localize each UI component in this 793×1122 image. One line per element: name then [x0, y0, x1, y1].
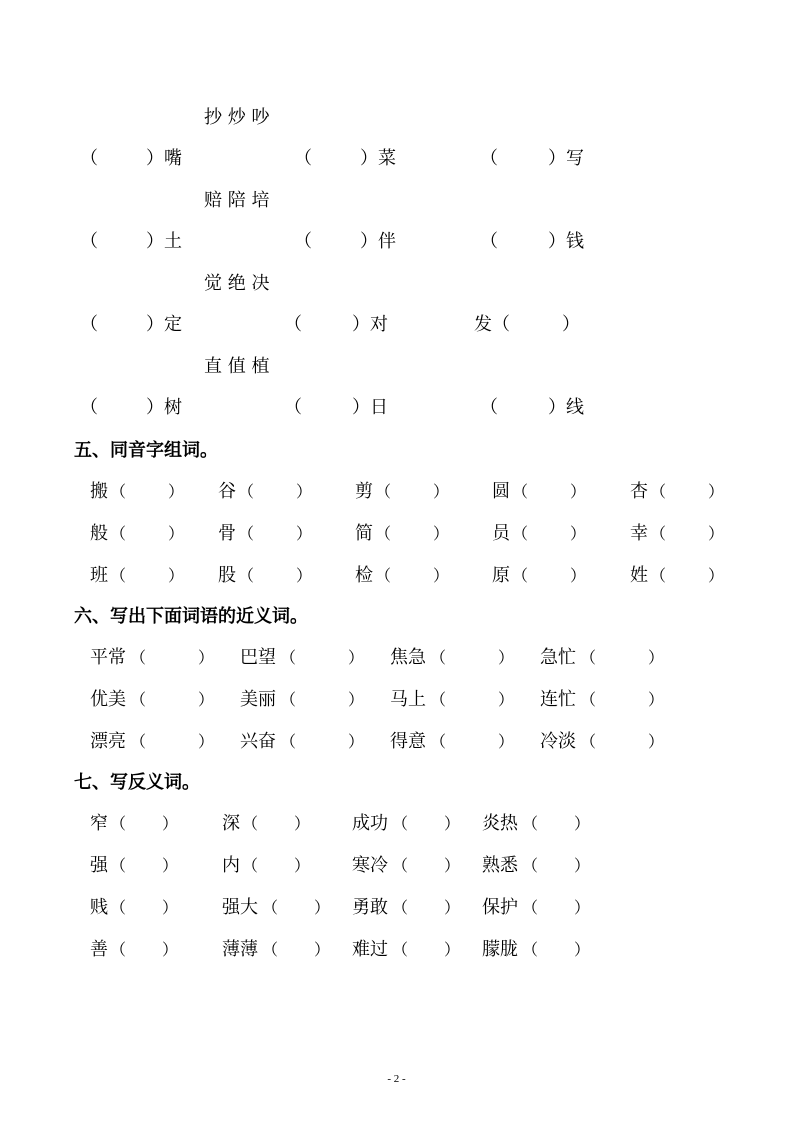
- paren-open: （: [280, 648, 297, 667]
- word-row: [0, 685, 793, 715]
- paren-close: ）: [574, 940, 591, 959]
- section-heading-antonyms: 七、写反义词。: [74, 772, 200, 793]
- paren-open: （: [294, 231, 312, 252]
- paren-close: ）: [570, 482, 587, 501]
- word-row: [0, 561, 793, 591]
- paren-open: （: [480, 397, 498, 418]
- word: 得意: [390, 731, 426, 752]
- char-group-label: 觉 绝 决: [204, 273, 270, 294]
- word-tail: ）定: [146, 314, 182, 335]
- paren-open: （: [238, 524, 255, 543]
- paren-close: ）: [498, 732, 515, 751]
- paren-open: （: [280, 690, 297, 709]
- paren-open: （: [110, 566, 127, 585]
- paren-open: （: [242, 856, 259, 875]
- word: 原: [492, 565, 510, 586]
- word: 内: [222, 855, 240, 876]
- word: 姓: [630, 565, 648, 586]
- word-row: [0, 851, 793, 881]
- word: 谷: [218, 481, 236, 502]
- paren-open: （: [522, 940, 539, 959]
- char-group-4: [0, 352, 793, 382]
- word: 美丽: [240, 689, 276, 710]
- word-row: [0, 809, 793, 839]
- paren-close: ）: [498, 648, 515, 667]
- section-heading-homophones: 五、同音字组词。: [74, 440, 218, 461]
- paren-open: （: [280, 732, 297, 751]
- word: 勇敢: [352, 897, 388, 918]
- word: 幸: [630, 523, 648, 544]
- paren-close: ）: [444, 940, 461, 959]
- word: 搬: [90, 481, 108, 502]
- paren-close: ）: [570, 524, 587, 543]
- paren-close: ）: [162, 856, 179, 875]
- paren-open: （: [650, 566, 667, 585]
- paren-close: ）: [648, 690, 665, 709]
- paren-close: ）: [708, 566, 725, 585]
- word: 薄薄: [222, 939, 258, 960]
- word-tail: ）土: [146, 231, 182, 252]
- word: 难过: [352, 939, 388, 960]
- paren-open: （: [110, 482, 127, 501]
- word-tail: ）树: [146, 397, 182, 418]
- word: 巴望: [240, 647, 276, 668]
- paren-open: （: [284, 314, 302, 335]
- paren-close: ）: [648, 732, 665, 751]
- paren-close: ）: [648, 648, 665, 667]
- word-tail: ）日: [352, 397, 388, 418]
- word-row: [0, 893, 793, 923]
- word: 善: [90, 939, 108, 960]
- paren-close: ）: [570, 566, 587, 585]
- paren-close: ）: [574, 898, 591, 917]
- word: 检: [355, 565, 373, 586]
- paren-open: （: [80, 231, 98, 252]
- paren-open: 发（: [474, 314, 510, 335]
- word: 炎热: [482, 813, 518, 834]
- paren-close: ）: [433, 524, 450, 543]
- word-row: [0, 519, 793, 549]
- fill-row: [0, 227, 793, 257]
- paren-open: （: [580, 690, 597, 709]
- word: 平常: [90, 647, 126, 668]
- paren-open: （: [480, 148, 498, 169]
- word-tail: ）伴: [360, 231, 396, 252]
- word-tail: ）对: [352, 314, 388, 335]
- word: 漂亮: [90, 731, 126, 752]
- paren-open: （: [392, 856, 409, 875]
- word: 简: [355, 523, 373, 544]
- paren-open: （: [110, 856, 127, 875]
- paren-open: （: [512, 524, 529, 543]
- paren-close: ）: [444, 814, 461, 833]
- paren-close: ）: [348, 648, 365, 667]
- paren-open: （: [522, 814, 539, 833]
- paren-close: ）: [198, 690, 215, 709]
- paren-close: ）: [168, 482, 185, 501]
- paren-open: （: [375, 524, 392, 543]
- paren-close: ）: [574, 856, 591, 875]
- word: 成功: [352, 813, 388, 834]
- paren-close: ）: [708, 524, 725, 543]
- paren-close: ）: [574, 814, 591, 833]
- word: 圆: [492, 481, 510, 502]
- word: 朦胧: [482, 939, 518, 960]
- paren-open: （: [238, 482, 255, 501]
- word-row: [0, 727, 793, 757]
- paren-close: ）: [198, 732, 215, 751]
- paren-open: （: [110, 940, 127, 959]
- word: 员: [492, 523, 510, 544]
- word: 强大: [222, 897, 258, 918]
- paren-open: （: [130, 690, 147, 709]
- paren-open: （: [392, 814, 409, 833]
- paren-open: （: [480, 231, 498, 252]
- paren-open: （: [392, 898, 409, 917]
- char-group-1: [0, 103, 793, 133]
- word: 保护: [482, 897, 518, 918]
- paren-open: （: [80, 148, 98, 169]
- paren-close: ）: [498, 690, 515, 709]
- paren-open: （: [375, 566, 392, 585]
- word: 优美: [90, 689, 126, 710]
- paren-open: （: [262, 898, 279, 917]
- paren-open: （: [392, 940, 409, 959]
- paren-open: （: [130, 732, 147, 751]
- paren-open: （: [80, 397, 98, 418]
- word: 窄: [90, 813, 108, 834]
- paren-open: （: [650, 524, 667, 543]
- paren-open: （: [430, 648, 447, 667]
- paren-close: ）: [296, 482, 313, 501]
- paren-open: （: [512, 566, 529, 585]
- word-row: [0, 935, 793, 965]
- paren-open: （: [110, 898, 127, 917]
- word: 杏: [630, 481, 648, 502]
- paren-open: （: [130, 648, 147, 667]
- word: 急忙: [540, 647, 576, 668]
- word: 马上: [390, 689, 426, 710]
- paren-close: ）: [708, 482, 725, 501]
- word: 班: [90, 565, 108, 586]
- paren-open: （: [284, 397, 302, 418]
- word-tail: ）菜: [360, 148, 396, 169]
- paren-close: ）: [294, 814, 311, 833]
- paren-close: ）: [314, 898, 331, 917]
- paren-open: （: [242, 814, 259, 833]
- paren-close: ）: [296, 566, 313, 585]
- word: 强: [90, 855, 108, 876]
- word-tail: ）线: [548, 397, 584, 418]
- section-heading-synonyms: 六、写出下面词语的近义词。: [74, 606, 308, 627]
- paren-open: （: [580, 732, 597, 751]
- char-group-label: 抄 炒 吵: [204, 107, 270, 128]
- paren-close: ）: [168, 524, 185, 543]
- paren-close: ）: [433, 566, 450, 585]
- paren-close: ）: [168, 566, 185, 585]
- paren-close: ）: [433, 482, 450, 501]
- paren-close: ）: [444, 898, 461, 917]
- paren-open: （: [580, 648, 597, 667]
- paren-close: ）: [296, 524, 313, 543]
- paren-close: ）: [562, 314, 580, 335]
- paren-open: （: [110, 814, 127, 833]
- page-number: - 2 -: [387, 1073, 406, 1085]
- char-group-2: [0, 186, 793, 216]
- paren-open: （: [110, 524, 127, 543]
- paren-open: （: [262, 940, 279, 959]
- paren-close: ）: [294, 856, 311, 875]
- fill-row: [0, 144, 793, 174]
- word: 寒冷: [352, 855, 388, 876]
- paren-close: ）: [348, 732, 365, 751]
- paren-close: ）: [348, 690, 365, 709]
- char-group-label: 赔 陪 培: [204, 190, 270, 211]
- paren-close: ）: [444, 856, 461, 875]
- word-row: [0, 643, 793, 673]
- paren-open: （: [430, 732, 447, 751]
- paren-open: （: [430, 690, 447, 709]
- paren-open: （: [238, 566, 255, 585]
- word-row: [0, 477, 793, 507]
- word: 深: [222, 813, 240, 834]
- word: 连忙: [540, 689, 576, 710]
- word: 冷淡: [540, 731, 576, 752]
- word: 焦急: [390, 647, 426, 668]
- fill-row: [0, 393, 793, 423]
- paren-open: （: [512, 482, 529, 501]
- paren-close: ）: [198, 648, 215, 667]
- char-group-3: [0, 269, 793, 299]
- char-group-label: 直 值 植: [204, 356, 270, 377]
- paren-open: （: [80, 314, 98, 335]
- word: 兴奋: [240, 731, 276, 752]
- paren-open: （: [522, 856, 539, 875]
- fill-row: [0, 310, 793, 340]
- word: 股: [218, 565, 236, 586]
- word-tail: ）写: [548, 148, 584, 169]
- word: 般: [90, 523, 108, 544]
- paren-open: （: [522, 898, 539, 917]
- word-tail: ）嘴: [146, 148, 182, 169]
- paren-close: ）: [314, 940, 331, 959]
- paren-open: （: [294, 148, 312, 169]
- paren-close: ）: [162, 940, 179, 959]
- paren-open: （: [650, 482, 667, 501]
- paren-close: ）: [162, 814, 179, 833]
- word: 骨: [218, 523, 236, 544]
- paren-close: ）: [162, 898, 179, 917]
- word: 贱: [90, 897, 108, 918]
- word: 剪: [355, 481, 373, 502]
- word-tail: ）钱: [548, 231, 584, 252]
- paren-open: （: [375, 482, 392, 501]
- word: 熟悉: [482, 855, 518, 876]
